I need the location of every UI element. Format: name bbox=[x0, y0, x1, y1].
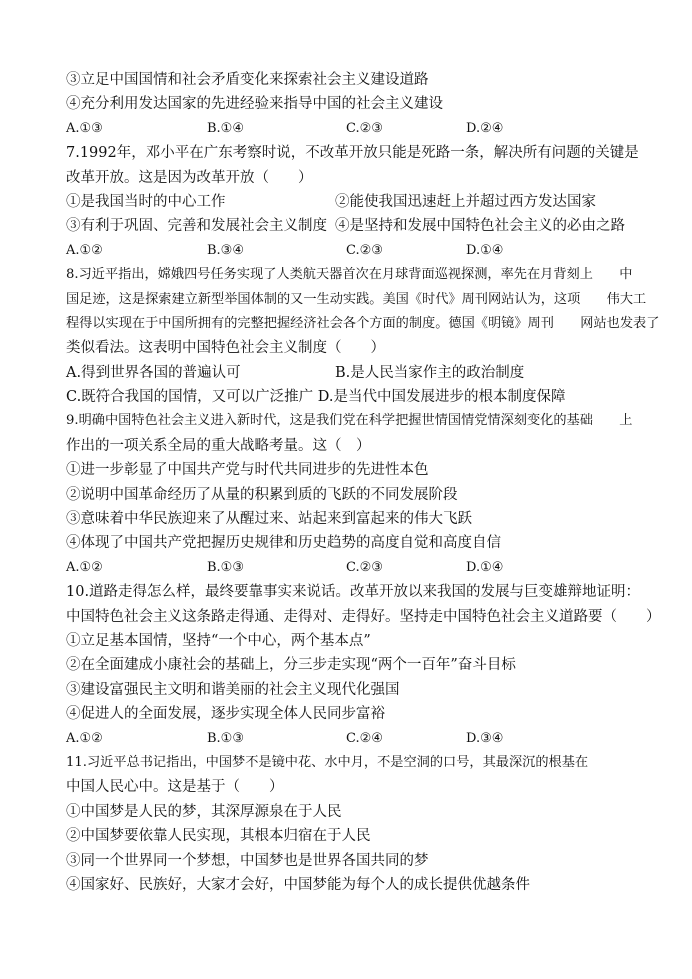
choice-line: ②能使我国迅速赶上并超过西方发达国家 bbox=[335, 193, 596, 210]
option-d: D.②④ bbox=[466, 120, 504, 136]
choice-line: ③有利于巩固、完善和发展社会主义制度 bbox=[66, 218, 327, 235]
option-a: A.①② bbox=[66, 730, 103, 746]
option-a: A.①③ bbox=[66, 120, 103, 136]
option-a: A.①② bbox=[66, 242, 103, 258]
choice-line: ④促进人的全面发展，逐步实现全体人民同步富裕 bbox=[66, 706, 385, 723]
question-stem: 国足迹，这是探索建立新型举国体制的又一生动实践。美国《时代》周刊网站认为，这项 伟大工 bbox=[66, 291, 647, 307]
choice-row bbox=[66, 361, 632, 385]
question-stem: 11.习近平总书记指出，中国梦不是镜中花、水中月，不是空洞的口号，其最深沉的根基在 bbox=[66, 754, 589, 770]
option-c: C.②③ bbox=[346, 242, 383, 258]
choice-line: ③同一个世界同一个梦想，中国梦也是世界各国共同的梦 bbox=[66, 852, 429, 869]
question-stem: 10.道路走得怎么样，最终要靠事实来说话。改革开放以来我国的发展与巨变雄辩地证明： bbox=[66, 584, 641, 601]
question-stem: 改革开放。这是因为改革开放（ ） bbox=[66, 169, 313, 186]
choice-row bbox=[66, 214, 632, 238]
answer-options bbox=[66, 727, 632, 751]
option-d: D.是当代中国发展进步的根本制度保障 bbox=[317, 389, 566, 406]
choice-row bbox=[66, 190, 632, 214]
answer-options bbox=[66, 556, 632, 580]
choice-line: ②说明中国革命经历了从量的积累到质的飞跃的不同发展阶段 bbox=[66, 486, 458, 503]
choice-line: ④是坚持和发展中国特色社会主义的必由之路 bbox=[335, 218, 625, 235]
choice-line: ①中国梦是人民的梦，其深厚源泉在于人民 bbox=[66, 803, 342, 820]
choice-line: ①立足基本国情，坚持“一个中心，两个基本点” bbox=[66, 632, 371, 649]
option-a: A.①② bbox=[66, 559, 103, 575]
question-stem: 中国特色社会主义这条路走得通、走得对、走得好。坚持走中国特色社会主义道路要（ ） bbox=[66, 608, 661, 625]
answer-options bbox=[66, 117, 632, 141]
question-stem: 程得以实现在于中国所拥有的完整把握经济社会各个方面的制度。德国《明镜》周刊 网站也发表了 bbox=[66, 315, 660, 331]
choice-line: ①进一步彰显了中国共产党与时代共同进步的先进性本色 bbox=[66, 462, 429, 479]
option-c: C.②③ bbox=[346, 559, 383, 575]
choice-line: ③立足中国国情和社会矛盾变化来探索社会主义建设道路 bbox=[66, 72, 429, 88]
option-b: B.①③ bbox=[207, 559, 244, 575]
question-stem: 7.1992年，邓小平在广东考察时说，不改革开放只能是死路一条，解决所有问题的关键是 bbox=[66, 145, 639, 162]
answer-options bbox=[66, 239, 632, 263]
choice-line: ④充分利用发达国家的先进经验来指导中国的社会主义建设 bbox=[66, 96, 443, 113]
option-b: B.①④ bbox=[207, 120, 244, 136]
choice-line: ③意味着中华民族迎来了从醒过来、站起来到富起来的伟大飞跃 bbox=[66, 511, 472, 528]
choice-line: ④体现了中国共产党把握历史规律和历史趋势的高度自觉和高度自信 bbox=[66, 535, 501, 552]
option-d: D.①④ bbox=[466, 242, 504, 258]
option-b: B.是人民当家作主的政治制度 bbox=[335, 364, 525, 381]
option-c: C.②③ bbox=[346, 120, 383, 136]
question-stem: 中国人民心中。这是基于（ ） bbox=[66, 779, 284, 796]
choice-line: ④国家好、民族好，大家才会好，中国梦能为每个人的成长提供优越条件 bbox=[66, 876, 530, 893]
option-d: D.③④ bbox=[466, 730, 504, 746]
option-b: B.③④ bbox=[207, 242, 244, 258]
choice-line: ②在全面建成小康社会的基础上，分三步走实现“两个一百年”奋斗目标 bbox=[66, 657, 516, 674]
option-a: A.得到世界各国的普遍认可 bbox=[66, 364, 241, 381]
option-c: C.既符合我国的国情，又可以广泛推广 bbox=[66, 389, 314, 406]
choice-line: ①是我国当时的中心工作 bbox=[66, 193, 226, 210]
choice-line: ③建设富强民主文明和谐美丽的社会主义现代化强国 bbox=[66, 681, 400, 698]
option-d: D.①④ bbox=[466, 559, 504, 575]
question-stem: 9.明确中国特色社会主义进入新时代，这是我们党在科学把握世情国情党情深刻变化的基础 上 bbox=[66, 413, 633, 429]
option-b: B.①③ bbox=[207, 730, 244, 746]
choice-line: ②中国梦要依靠人民实现，其根本归宿在于人民 bbox=[66, 828, 371, 845]
option-c: C.②④ bbox=[346, 730, 383, 746]
question-stem: 类似看法。这表明中国特色社会主义制度（ ） bbox=[66, 340, 385, 357]
exam-page bbox=[66, 68, 661, 897]
choice-row bbox=[66, 385, 632, 409]
question-stem: 作出的一项关系全局的重大战略考量。这（ ） bbox=[66, 437, 371, 454]
question-stem: 8.习近平指出，嫦娥四号任务实现了人类航天器首次在月球背面巡视探测，率先在月背刻上 中 bbox=[66, 267, 633, 283]
